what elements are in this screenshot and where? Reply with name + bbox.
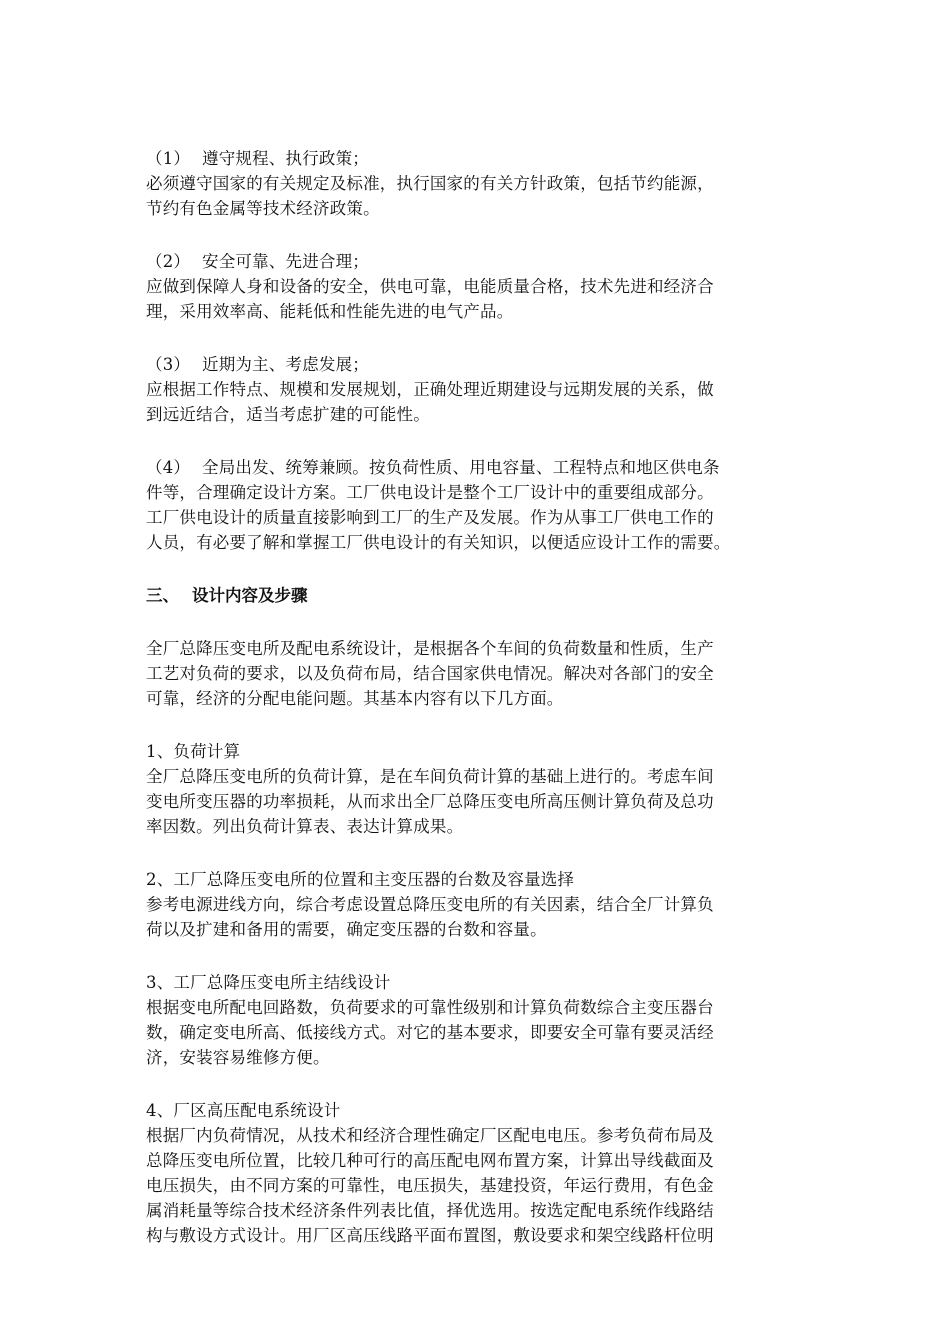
step-3-text-line: 数，确定变电所高、低接线方式。对它的基本要求，即要安全可靠有要灵活经 (146, 1023, 714, 1042)
paragraph-gap (146, 942, 810, 970)
principle-1-title: 遵守规程、执行政策； (202, 149, 369, 168)
principle-4-number: （4） (146, 458, 191, 477)
step-3-text-line: 济，安装容易维修方便。 (146, 1048, 330, 1067)
step-4-text-line: 总降压变电所位置，比较几种可行的高压配电网布置方案，计算出导线截面及 (146, 1151, 714, 1170)
document-page (146, 146, 810, 1248)
step-3-text-line: 根据变电所配电回路数，负荷要求的可靠性级别和计算负荷数综合主变压器台 (146, 998, 714, 1017)
step-4-text-line: 根据厂内负荷情况，从技术和经济合理性确定厂区配电电压。参考负荷布局及 (146, 1126, 714, 1145)
paragraph-gap (146, 1070, 810, 1098)
paragraph-gap (146, 221, 810, 249)
principle-2-title: 安全可靠、先进合理； (202, 252, 369, 271)
step-2-text-line: 参考电源进线方向，综合考虑设置总降压变电所的有关因素，结合全厂计算负 (146, 895, 714, 914)
principle-2-number: （2） (146, 252, 191, 271)
step-4-text-line: 电压损失，由不同方案的可靠性，电压损失，基建投资，年运行费用，有色金 (146, 1176, 714, 1195)
principle-2-title-line (146, 249, 810, 274)
intro-text-line: 全厂总降压变电所及配电系统设计，是根据各个车间的负荷数量和性质，生产 (146, 639, 714, 658)
step-1-text-line: 变电所变压器的功率损耗，从而求出全厂总降压变电所高压侧计算负荷及总功 (146, 792, 714, 811)
principle-3-title-line (146, 352, 810, 377)
principle-3-title: 近期为主、考虑发展； (202, 355, 369, 374)
principle-4-text-line: 人员，有必要了解和掌握工厂供电设计的有关知识，以便适应设计工作的需要。 (146, 533, 731, 552)
step-1-text-line: 率因数。列出负荷计算表、表达计算成果。 (146, 817, 464, 836)
principle-3-text-line: 到远近结合，适当考虑扩建的可能性。 (146, 405, 430, 424)
principle-3-text-line: 应根据工作特点、规模和发展规划，正确处理近期建设与远期发展的关系，做 (146, 380, 714, 399)
step-1-text-line: 全厂总降压变电所的负荷计算，是在车间负荷计算的基础上进行的。考虑车间 (146, 767, 714, 786)
paragraph-gap (146, 324, 810, 352)
intro-text-line: 可靠，经济的分配电能问题。其基本内容有以下几方面。 (146, 689, 564, 708)
principle-4-title-line (146, 455, 810, 480)
section-heading (146, 583, 810, 608)
step-2-text-line: 荷以及扩建和备用的需要，确定变压器的台数和容量。 (146, 920, 547, 939)
principle-1-text-line: 必须遵守国家的有关规定及标准，执行国家的有关方针政策，包括节约能源， (146, 174, 714, 193)
step-3-title: 3、工厂总降压变电所主结线设计 (146, 973, 391, 992)
principle-4-text-line: 工厂供电设计的质量直接影响到工厂的生产及发展。作为从事工厂供电工作的 (146, 508, 714, 527)
principle-1-text-line: 节约有色金属等技术经济政策。 (146, 199, 380, 218)
paragraph-gap (146, 839, 810, 867)
section-heading-number: 三、 (146, 586, 179, 605)
step-4-title: 4、厂区高压配电系统设计 (146, 1101, 341, 1120)
step-1-title: 1、负荷计算 (146, 742, 241, 761)
principle-2-text-line: 理，采用效率高、能耗低和性能先进的电气产品。 (146, 302, 514, 321)
principle-1-title-line (146, 146, 810, 171)
intro-text-line: 工艺对负荷的要求，以及负荷布局，结合国家供电情况。解决对各部门的安全 (146, 664, 714, 683)
paragraph-gap (146, 608, 810, 636)
step-4-text-line: 属消耗量等综合技术经济条件列表比值，择优选用。按选定配电系统作线路结 (146, 1201, 714, 1220)
paragraph-gap (146, 711, 810, 739)
principle-4-title: 全局出发、统筹兼顾。按负荷性质、用电容量、工程特点和地区供电条 (202, 458, 720, 477)
principle-4-text-line: 件等，合理确定设计方案。工厂供电设计是整个工厂设计中的重要组成部分。 (146, 483, 714, 502)
paragraph-gap (146, 427, 810, 455)
paragraph-gap (146, 555, 810, 583)
principle-3-number: （3） (146, 355, 191, 374)
principle-1-number: （1） (146, 149, 191, 168)
principle-2-text-line: 应做到保障人身和设备的安全，供电可靠，电能质量合格，技术先进和经济合 (146, 277, 714, 296)
step-4-text-line: 构与敷设方式设计。用厂区高压线路平面布置图，敷设要求和架空线路杆位明 (146, 1226, 714, 1245)
step-2-title: 2、工厂总降压变电所的位置和主变压器的台数及容量选择 (146, 870, 575, 889)
section-heading-title: 设计内容及步骤 (192, 586, 308, 605)
